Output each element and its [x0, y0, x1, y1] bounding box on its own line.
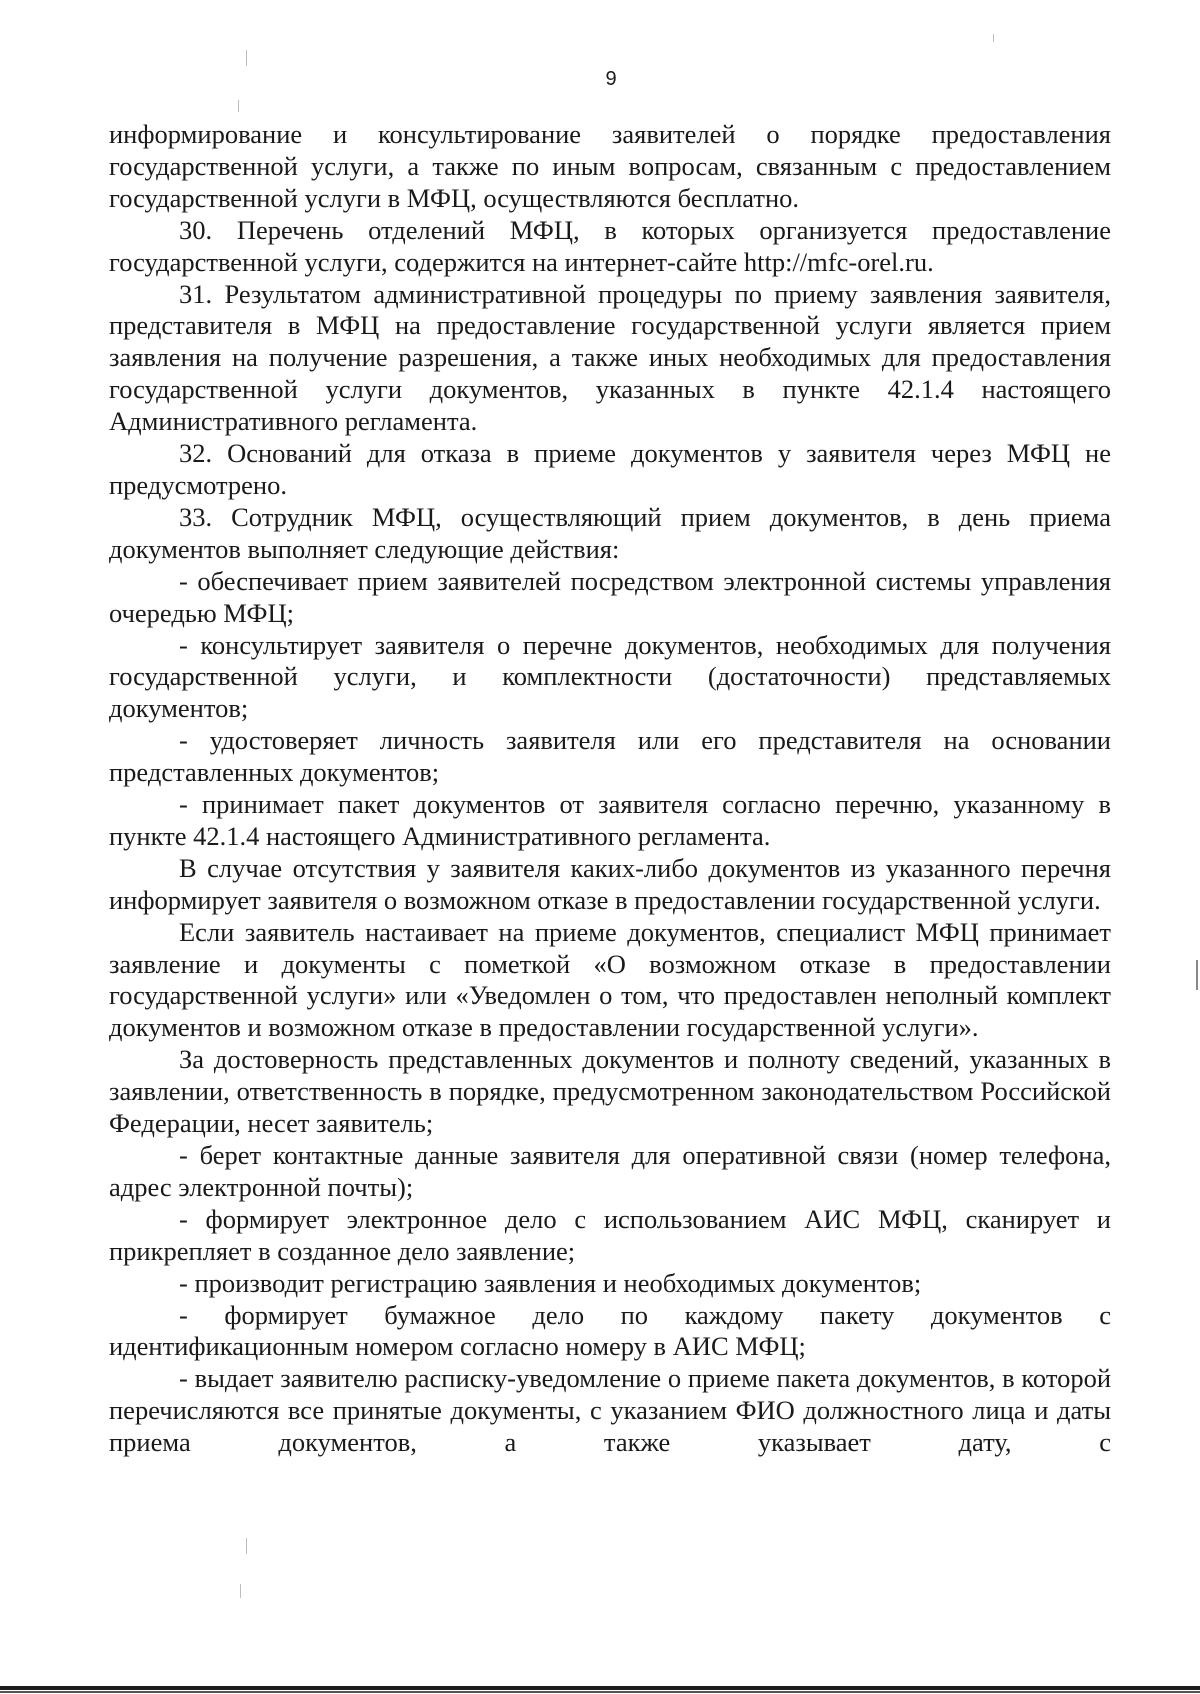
- scan-mark-top-left: [246, 50, 247, 66]
- list-item-contacts: - берет контактные данные заявителя для оперативной связи (номер телефона, адрес электронной почты);: [109, 1140, 1111, 1202]
- list-item-consult: - консультирует заявителя о перечне документов, необходимых для получения государственной услуги, и комплектности (достаточности) представляемых документов;: [109, 629, 1111, 724]
- paragraph-31: 31. Результатом административной процедуры по приему заявления заявителя, представителя в МФЦ на предоставление государственной услуги является прием заявления на получение разрешения, а также иных необходимых для предоставления государственной услуги документов, указанных в пункте 42.1.4 настоящего Административного регламента.: [109, 278, 1111, 437]
- scan-mark-right-edge: [1196, 960, 1198, 990]
- paragraph-30: 30. Перечень отделений МФЦ, в которых организуется предоставление государственной услуги, содержится на интернет-сайте http://mfc-orel.ru.: [109, 214, 1111, 277]
- list-item-paper-case: - формирует бумажное дело по каждому пакету документов с идентификационным номером согласно номеру в АИС МФЦ;: [109, 1299, 1111, 1362]
- list-item-queue: - обеспечивает прием заявителей посредством электронной системы управления очередью МФЦ;: [109, 565, 1111, 628]
- scan-mark-bottom-left-2: [240, 1584, 241, 1598]
- page-number: 9: [605, 68, 617, 90]
- list-item-receipt: - выдает заявителю расписку-уведомление о приеме пакета документов, в которой перечисляются все принятые документы, с указанием ФИО должностного лица и даты приема документов, а также указывает дату, с: [109, 1363, 1111, 1458]
- paragraph-0: информирование и консультирование заявителей о порядке предоставления государственной услуги, а также по иным вопросам, связанным с предоставлением государственной услуги в МФЦ, осуществляются бесплатно.: [109, 119, 1111, 213]
- paragraph-32: 32. Оснований для отказа в приеме документов у заявителя через МФЦ не предусмотрено.: [109, 438, 1111, 500]
- paragraph-33: 33. Сотрудник МФЦ, осуществляющий прием документов, в день приема документов выполняет следующие действия:: [109, 501, 1111, 564]
- list-item-accept: - принимает пакет документов от заявителя согласно перечню, указанному в пункте 42.1.4 настоящего Административного регламента.: [109, 789, 1111, 851]
- scan-mark-bottom-left: [246, 1538, 247, 1554]
- scan-mark-top-left-2: [238, 100, 239, 112]
- document-body: [109, 119, 1111, 1459]
- paragraph-responsibility: За достоверность представленных документов и полноту сведений, указанных в заявлении, ответственность в порядке, предусмотренном законодательством Российской Федерации, несет заявитель;: [109, 1044, 1111, 1139]
- list-item-identity: - удостоверяет личность заявителя или его представителя на основании представленных документов;: [109, 725, 1111, 788]
- list-item-electronic-case: - формирует электронное дело с использованием АИС МФЦ, сканирует и прикрепляет в созданное дело заявление;: [109, 1203, 1111, 1266]
- paragraph-missing-docs: В случае отсутствия у заявителя каких-либо документов из указанного перечня информирует заявителя о возможном отказе в предоставлении государственной услуги.: [109, 852, 1111, 915]
- scan-bottom-edge: [0, 1686, 1200, 1690]
- scan-bottom-edge-thin: [0, 1691, 1200, 1693]
- list-item-registration: - производит регистрацию заявления и необходимых документов;: [179, 1267, 922, 1298]
- paragraph-insists: Если заявитель настаивает на приеме документов, специалист МФЦ принимает заявление и документы с пометкой «О возможном отказе в предоставлении государственной услуги» или «Уведомлен о том, что предоставлен неполный комплект документов и возможном отказе в предоставлении государственной услуги».: [109, 916, 1111, 1043]
- scan-mark-top-right: [993, 34, 994, 42]
